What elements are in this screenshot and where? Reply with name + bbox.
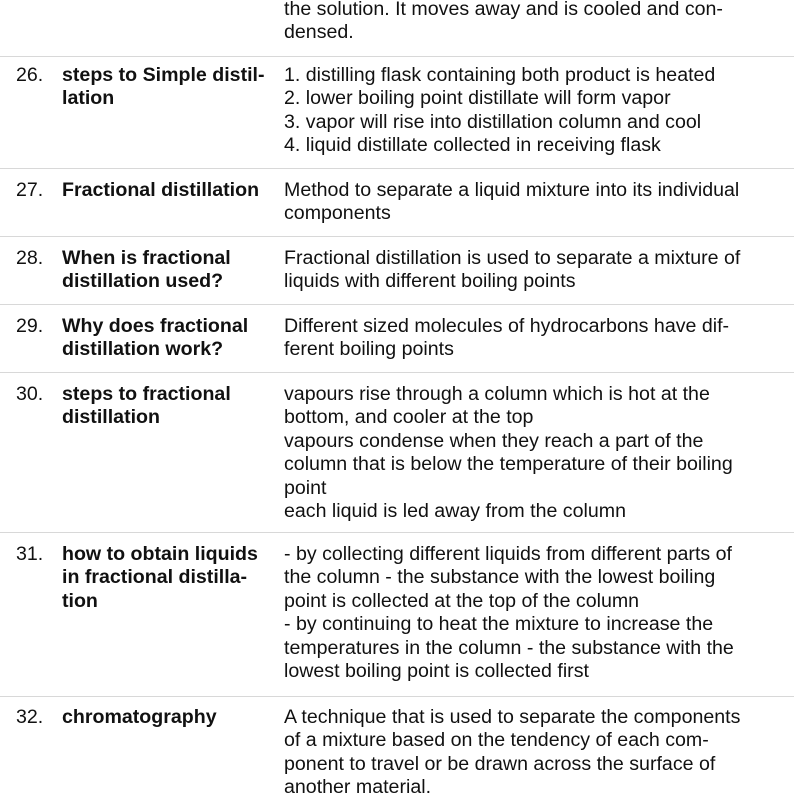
card-term	[62, 179, 280, 202]
card-divider	[0, 304, 794, 305]
definition-line: Method to separate a liquid mixture into its individual	[284, 179, 740, 201]
definition-line: 3. vapor will rise into distillation column and cool	[284, 110, 702, 133]
card-divider	[0, 236, 794, 237]
definition-line: 1. distilling flask containing both product is heated	[284, 64, 716, 86]
term-line: tion	[62, 589, 98, 612]
card-number: 27.	[16, 179, 44, 201]
definition-line: of a mixture based on the tendency of each com-	[284, 729, 709, 752]
card-definition	[284, 383, 784, 523]
card-definition	[284, 247, 784, 294]
card-divider	[0, 696, 794, 697]
definition-line: another material.	[284, 776, 432, 799]
definition-line: Different sized molecules of hydrocarbons have dif-	[284, 315, 730, 337]
card-term	[62, 543, 280, 613]
definition-line: - by continuing to heat the mixture to increase the	[284, 613, 714, 636]
card-number: 29.	[16, 315, 44, 337]
term-line: Fractional distillation	[62, 179, 260, 201]
term-line: how to obtain liquids	[62, 543, 258, 565]
card-term	[62, 64, 280, 111]
term-line: steps to Simple distil-	[62, 64, 265, 86]
card-term	[62, 247, 280, 294]
definition-line: point is collected at the top of the column	[284, 589, 640, 612]
card-definition	[284, 0, 784, 45]
term-line: distillation work?	[62, 338, 224, 361]
definition-line: - by collecting different liquids from different parts of	[284, 543, 732, 565]
definition-line: vapours rise through a column which is hot at the	[284, 383, 710, 405]
term-line: in fractional distilla-	[62, 566, 248, 589]
card-number: 28.	[16, 247, 44, 269]
definition-line: temperatures in the column - the substance with the	[284, 636, 734, 659]
definition-line: ferent boiling points	[284, 338, 454, 361]
definition-line: liquids with different boiling points	[284, 270, 576, 293]
card-definition	[284, 179, 784, 226]
card-definition	[284, 543, 784, 683]
card-definition	[284, 706, 784, 800]
definition-line: lowest boiling point is collected first	[284, 660, 589, 683]
definition-line: densed.	[284, 21, 354, 44]
definition-line: bottom, and cooler at the top	[284, 406, 534, 429]
card-term	[62, 383, 280, 430]
term-line: distillation used?	[62, 270, 224, 293]
definition-line: 2. lower boiling point distillate will form vapor	[284, 87, 671, 110]
card-number: 32.	[16, 706, 44, 728]
definition-line: ponent to travel or be drawn across the surface of	[284, 752, 716, 775]
definition-line: each liquid is led away from the column	[284, 500, 626, 523]
term-line: lation	[62, 87, 115, 110]
definition-line: A technique that is used to separate the components	[284, 706, 741, 728]
card-divider	[0, 56, 794, 57]
card-number: 26.	[16, 64, 44, 86]
definition-line: components	[284, 202, 391, 225]
term-line: steps to fractional	[62, 383, 231, 405]
definition-line: the column - the substance with the lowest boiling	[284, 566, 716, 589]
definition-line: point	[284, 476, 327, 499]
definition-line: column that is below the temperature of their boiling	[284, 453, 733, 476]
card-divider	[0, 372, 794, 373]
definition-line: Fractional distillation is used to separate a mixture of	[284, 247, 741, 269]
term-line: When is fractional	[62, 247, 231, 269]
card-definition	[284, 64, 784, 158]
card-divider	[0, 532, 794, 533]
card-term	[62, 706, 280, 729]
definition-line: 4. liquid distillate collected in receiving flask	[284, 134, 661, 157]
definition-line: vapours condense when they reach a part of the	[284, 429, 704, 452]
definition-line: the solution. It moves away and is cooled and con-	[284, 0, 723, 20]
card-number: 30.	[16, 383, 44, 405]
term-line: Why does fractional	[62, 315, 249, 337]
card-term	[62, 315, 280, 362]
term-line: chromatography	[62, 706, 217, 728]
term-line: distillation	[62, 406, 160, 429]
card-number: 31.	[16, 543, 44, 565]
card-divider	[0, 168, 794, 169]
card-definition	[284, 315, 784, 362]
